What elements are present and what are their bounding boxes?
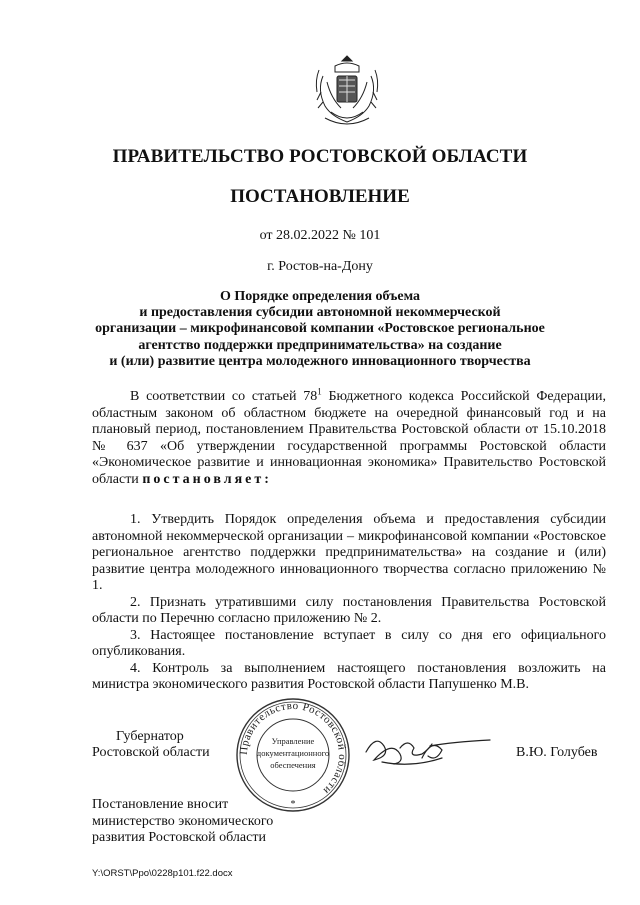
document-subject bbox=[0, 289, 640, 370]
stamp-star: * bbox=[290, 799, 296, 810]
subject-line: агентство поддержки предпринимательства» на создание bbox=[138, 337, 502, 353]
submitted-by-note bbox=[92, 797, 273, 847]
intro-paragraph bbox=[92, 386, 606, 488]
submitted-by-line: Постановление вносит bbox=[92, 797, 229, 812]
submitted-by-line: развития Ростовской области bbox=[92, 830, 266, 845]
subject-line: О Порядке определения объема bbox=[219, 289, 421, 304]
handwritten-signature bbox=[360, 722, 496, 778]
document-type: ПОСТАНОВЛЕНИЕ bbox=[230, 186, 410, 207]
intro-text-rest: Бюджетного кодекса Российской Федерации, областным законом об областном бюджете на очередной финансовый год и на плановый период, постановлением Правительства Ростовской области от 15.10.2018 № 637 «Об утверждении государственной программы Ростовской области «Экономическое развитие и инновационная экономика» Правительство Ростовской области bbox=[92, 389, 606, 487]
decree-item: 3. Настоящее постановление вступает в силу со дня его официального опубликования. bbox=[92, 627, 606, 659]
subject-line: и (или) развитие центра молодежного инновационного творчества bbox=[109, 353, 531, 369]
government-title: ПРАВИТЕЛЬСТВО РОСТОВСКОЙ ОБЛАСТИ bbox=[112, 146, 528, 167]
decree-word: постановляет: bbox=[142, 471, 272, 487]
signer-name: В.Ю. Голубев bbox=[516, 745, 598, 760]
subject-line: организации – микрофинансовой компании «Ростовское региональное bbox=[95, 321, 545, 337]
stamp-inner-line: Управление bbox=[271, 736, 315, 746]
coat-of-arms-emblem bbox=[313, 52, 381, 130]
file-path: Y:\ORST\Ppo\0228p101.f22.docx bbox=[92, 868, 233, 879]
subject-line: и предоставления субсидии автономной некоммерческой bbox=[139, 305, 501, 321]
article-superscript: 1 bbox=[317, 386, 322, 397]
document-date-number: от 28.02.2022 № 101 bbox=[259, 228, 381, 243]
signer-position-line2: Ростовской области bbox=[92, 745, 210, 760]
stamp-inner-line: документационного bbox=[256, 748, 330, 758]
decree-item: 4. Контроль за выполнением настоящего постановления возложить на министра экономического развития Ростовской области Папушенко М.В. bbox=[92, 660, 606, 692]
stamp-outer-text: Правительство Ростовской области bbox=[237, 699, 349, 797]
document-city: г. Ростов-на-Дону bbox=[267, 259, 373, 274]
signer-position-line1: Губернатор bbox=[116, 729, 184, 744]
decree-item: 2. Признать утратившими силу постановления Правительства Ростовской области по Перечню согласно приложению № 2. bbox=[92, 594, 606, 626]
decree-items bbox=[92, 512, 606, 694]
intro-text-start: В соответствии со статьей 78 bbox=[130, 389, 318, 404]
decree-item: 1. Утвердить Порядок определения объема и предоставления субсидии автономной некоммерческой организации – микрофинансовой компании «Ростовское региональное агентство поддержки предпринимательства» на создание и (или) развитие центра молодежного инновационного творчества согласно приложению № 1. bbox=[92, 512, 606, 593]
submitted-by-line: министерство экономического bbox=[92, 813, 274, 829]
stamp-inner-line: обеспечения bbox=[270, 760, 316, 770]
